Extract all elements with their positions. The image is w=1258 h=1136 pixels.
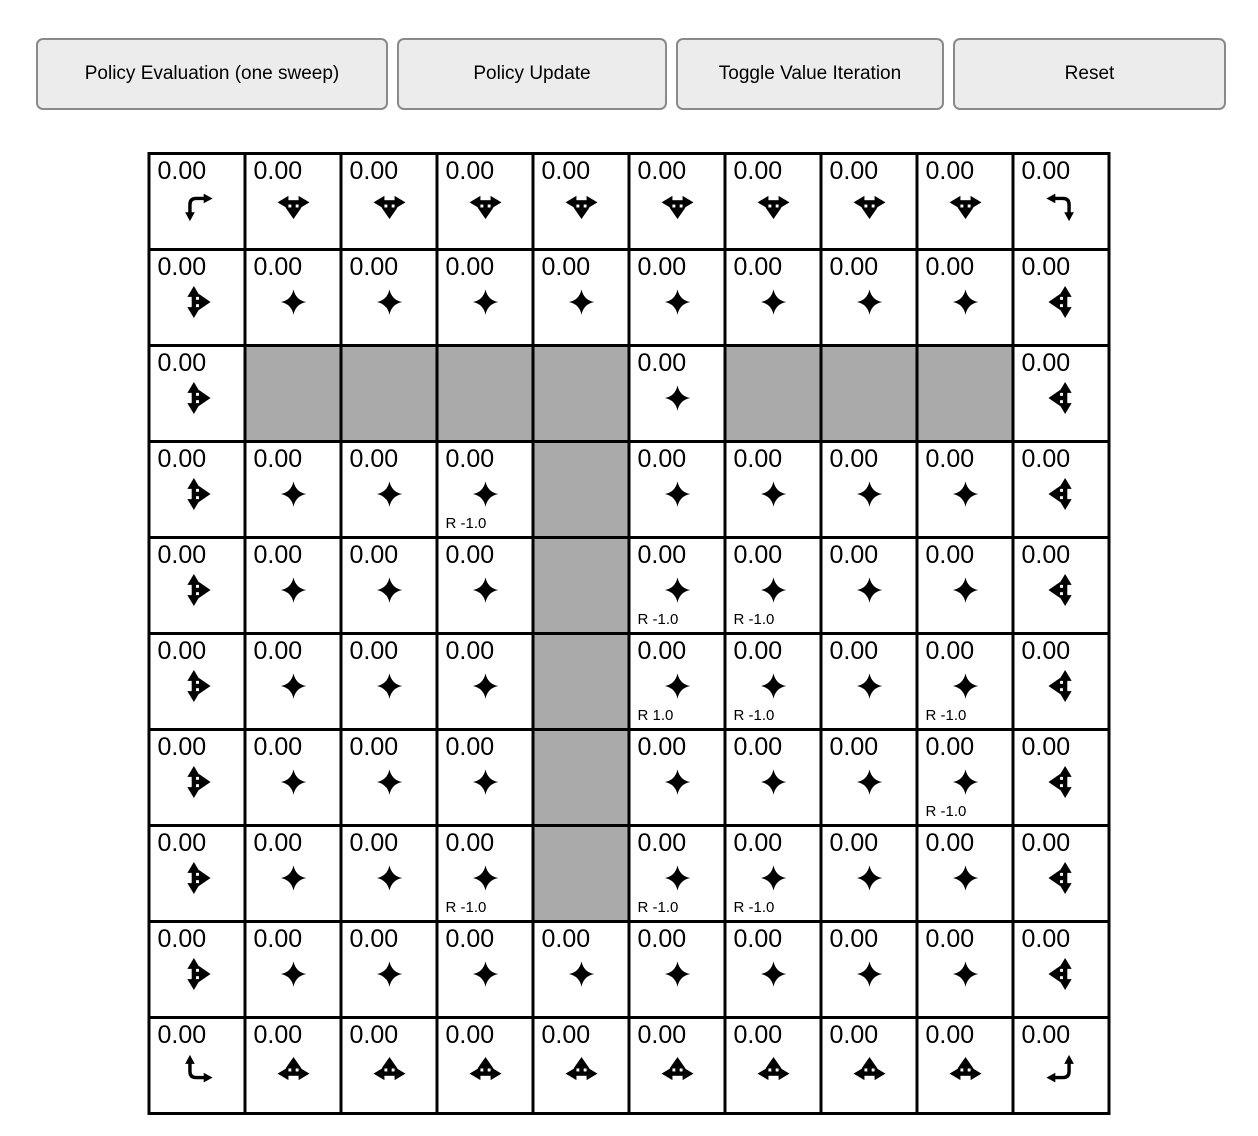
state-value: 0.00 (445, 925, 495, 953)
state-cell (439, 443, 532, 536)
wall-cell (535, 635, 628, 728)
policy-arrows-udlr-icon (663, 960, 692, 989)
state-cell (919, 155, 1012, 248)
state-cell (247, 827, 340, 920)
state-value: 0.00 (157, 637, 207, 665)
policy-arrows-udlr-icon (471, 672, 500, 701)
state-value: 0.00 (445, 1021, 495, 1049)
policy-arrows-udlr-icon (951, 864, 980, 893)
state-cell (535, 155, 628, 248)
state-value: 0.00 (637, 733, 687, 761)
policy-arrows-udlr-icon (759, 672, 788, 701)
state-value: 0.00 (445, 253, 495, 281)
state-value: 0.00 (925, 541, 975, 569)
wall-cell (919, 347, 1012, 440)
state-cell (535, 923, 628, 1016)
policy-arrows-ul-icon (1045, 1054, 1078, 1087)
state-value: 0.00 (733, 829, 783, 857)
state-value: 0.00 (349, 1021, 399, 1049)
policy-arrows-ulr-icon (851, 1056, 888, 1085)
policy-arrows-udlr-icon (375, 288, 404, 317)
state-value: 0.00 (445, 445, 495, 473)
state-cell (151, 539, 244, 632)
wall-cell (535, 539, 628, 632)
policy-arrows-udl-icon (1047, 573, 1076, 608)
state-cell (247, 443, 340, 536)
state-cell (631, 1019, 724, 1112)
state-cell (439, 923, 532, 1016)
policy-arrows-udlr-icon (375, 864, 404, 893)
state-value: 0.00 (157, 925, 207, 953)
policy-arrows-udl-icon (1047, 285, 1076, 320)
reward-label: R -1.0 (925, 803, 967, 820)
reward-label: R -1.0 (445, 515, 487, 532)
state-cell (439, 635, 532, 728)
state-value: 0.00 (829, 1021, 879, 1049)
state-cell (727, 1019, 820, 1112)
policy-arrows-udlr-icon (375, 480, 404, 509)
policy-arrows-udlr-icon (471, 288, 500, 317)
policy-arrows-udlr-icon (567, 288, 596, 317)
policy-arrows-udlr-icon (951, 288, 980, 317)
policy-arrows-udlr-icon (951, 480, 980, 509)
state-cell (343, 443, 436, 536)
state-cell (1015, 539, 1108, 632)
state-cell (439, 827, 532, 920)
policy-arrows-udlr-icon (951, 960, 980, 989)
policy-arrows-udlr-icon (279, 576, 308, 605)
policy-arrows-udlr-icon (279, 960, 308, 989)
state-cell (631, 827, 724, 920)
state-value: 0.00 (829, 253, 879, 281)
wall-cell (247, 347, 340, 440)
state-cell (1015, 923, 1108, 1016)
policy-arrows-udlr-icon (279, 480, 308, 509)
policy-arrows-udl-icon (1047, 765, 1076, 800)
reward-label: R -1.0 (637, 611, 679, 628)
state-value: 0.00 (829, 829, 879, 857)
state-value: 0.00 (1021, 1021, 1071, 1049)
state-value: 0.00 (637, 1021, 687, 1049)
reset-button[interactable]: Reset (953, 38, 1226, 110)
state-cell (919, 251, 1012, 344)
policy-arrows-lrd-icon (467, 192, 504, 221)
policy-arrows-udlr-icon (759, 288, 788, 317)
state-value: 0.00 (925, 1021, 975, 1049)
policy-arrows-udlr-icon (471, 768, 500, 797)
policy-arrows-lrd-icon (659, 192, 696, 221)
state-value: 0.00 (1021, 253, 1071, 281)
state-value: 0.00 (1021, 541, 1071, 569)
state-cell (439, 539, 532, 632)
policy-arrows-udlr-icon (663, 768, 692, 797)
policy-arrows-udlr-icon (471, 960, 500, 989)
reward-label: R -1.0 (733, 707, 775, 724)
state-value: 0.00 (1021, 349, 1071, 377)
state-value: 0.00 (349, 829, 399, 857)
policy-arrows-udlr-icon (471, 576, 500, 605)
state-value: 0.00 (637, 445, 687, 473)
state-cell (343, 635, 436, 728)
policy-arrows-udlr-icon (279, 288, 308, 317)
policy-arrows-udlr-icon (855, 576, 884, 605)
state-value: 0.00 (637, 253, 687, 281)
state-cell (343, 251, 436, 344)
state-value: 0.00 (157, 733, 207, 761)
state-value: 0.00 (157, 253, 207, 281)
state-value: 0.00 (253, 253, 303, 281)
state-cell (343, 1019, 436, 1112)
policy-arrows-udlr-icon (951, 768, 980, 797)
policy-arrows-udlr-icon (471, 480, 500, 509)
policy-arrows-rd-icon (181, 190, 214, 223)
policy-arrows-lrd-icon (275, 192, 312, 221)
policy-arrows-lrd-icon (851, 192, 888, 221)
state-cell (631, 539, 724, 632)
state-cell (727, 251, 820, 344)
reward-label: R -1.0 (733, 611, 775, 628)
state-cell (343, 731, 436, 824)
state-cell (823, 443, 916, 536)
policy-arrows-udlr-icon (855, 960, 884, 989)
policy-arrows-udlr-icon (855, 480, 884, 509)
state-cell (151, 1019, 244, 1112)
state-cell (151, 731, 244, 824)
state-value: 0.00 (829, 445, 879, 473)
policy-arrows-udlr-icon (663, 672, 692, 701)
state-value: 0.00 (349, 445, 399, 473)
state-value: 0.00 (733, 637, 783, 665)
state-cell (631, 347, 724, 440)
reward-label: R -1.0 (733, 899, 775, 916)
state-value: 0.00 (445, 637, 495, 665)
state-value: 0.00 (157, 829, 207, 857)
state-cell (919, 539, 1012, 632)
policy-arrows-udr-icon (183, 285, 212, 320)
state-value: 0.00 (637, 829, 687, 857)
state-value: 0.00 (733, 925, 783, 953)
state-cell (151, 635, 244, 728)
state-cell (727, 635, 820, 728)
wall-cell (823, 347, 916, 440)
state-value: 0.00 (637, 925, 687, 953)
state-value: 0.00 (733, 733, 783, 761)
state-value: 0.00 (733, 445, 783, 473)
policy-arrows-udlr-icon (759, 480, 788, 509)
state-cell (1015, 827, 1108, 920)
state-cell (919, 1019, 1012, 1112)
policy-arrows-udr-icon (183, 765, 212, 800)
state-value: 0.00 (157, 445, 207, 473)
state-value: 0.00 (253, 541, 303, 569)
state-value: 0.00 (1021, 925, 1071, 953)
state-cell (823, 1019, 916, 1112)
policy-arrows-udlr-icon (759, 960, 788, 989)
state-value: 0.00 (157, 541, 207, 569)
state-cell (151, 827, 244, 920)
state-value: 0.00 (157, 157, 207, 185)
state-value: 0.00 (253, 925, 303, 953)
state-value: 0.00 (637, 637, 687, 665)
state-cell (919, 635, 1012, 728)
state-value: 0.00 (445, 157, 495, 185)
policy-arrows-ulr-icon (275, 1056, 312, 1085)
reward-label: R 1.0 (637, 707, 674, 724)
reward-label: R -1.0 (445, 899, 487, 916)
policy-arrows-ulr-icon (947, 1056, 984, 1085)
state-value: 0.00 (349, 541, 399, 569)
policy-arrows-udlr-icon (375, 576, 404, 605)
state-cell (919, 923, 1012, 1016)
state-cell (823, 251, 916, 344)
state-cell (439, 155, 532, 248)
policy-arrows-udl-icon (1047, 381, 1076, 416)
policy-arrows-udl-icon (1047, 477, 1076, 512)
state-cell (823, 731, 916, 824)
policy-arrows-udlr-icon (663, 288, 692, 317)
state-cell (631, 155, 724, 248)
wall-cell (343, 347, 436, 440)
state-cell (151, 251, 244, 344)
policy-arrows-udlr-icon (279, 864, 308, 893)
state-value: 0.00 (1021, 637, 1071, 665)
policy-arrows-udlr-icon (663, 480, 692, 509)
state-cell (247, 155, 340, 248)
state-cell (343, 923, 436, 1016)
policy-arrows-udlr-icon (663, 864, 692, 893)
state-value: 0.00 (1021, 445, 1071, 473)
reward-label: R -1.0 (925, 707, 967, 724)
wall-cell (535, 731, 628, 824)
gridworld-grid (148, 152, 1111, 1115)
state-value: 0.00 (445, 829, 495, 857)
state-cell (823, 635, 916, 728)
state-cell (247, 251, 340, 344)
policy-arrows-ur-icon (181, 1054, 214, 1087)
state-cell (631, 923, 724, 1016)
policy-arrows-udlr-icon (375, 768, 404, 797)
state-value: 0.00 (829, 637, 879, 665)
state-value: 0.00 (349, 733, 399, 761)
state-value: 0.00 (157, 1021, 207, 1049)
state-cell (631, 251, 724, 344)
policy-arrows-udr-icon (183, 381, 212, 416)
state-cell (727, 731, 820, 824)
state-value: 0.00 (829, 157, 879, 185)
state-cell (727, 923, 820, 1016)
state-value: 0.00 (445, 541, 495, 569)
wall-cell (535, 827, 628, 920)
state-cell (247, 1019, 340, 1112)
policy-arrows-ulr-icon (563, 1056, 600, 1085)
state-value: 0.00 (541, 1021, 591, 1049)
wall-cell (535, 347, 628, 440)
policy-arrows-udl-icon (1047, 861, 1076, 896)
policy-arrows-udlr-icon (759, 576, 788, 605)
state-value: 0.00 (1021, 733, 1071, 761)
policy-arrows-udlr-icon (759, 864, 788, 893)
state-value: 0.00 (253, 829, 303, 857)
policy-arrows-udlr-icon (951, 576, 980, 605)
state-cell (151, 155, 244, 248)
policy-arrows-lrd-icon (563, 192, 600, 221)
state-value: 0.00 (829, 733, 879, 761)
policy-arrows-udlr-icon (951, 672, 980, 701)
state-cell (151, 347, 244, 440)
state-value: 0.00 (541, 157, 591, 185)
state-value: 0.00 (157, 349, 207, 377)
policy-arrows-lrd-icon (755, 192, 792, 221)
state-cell (247, 539, 340, 632)
state-cell (1015, 1019, 1108, 1112)
policy-arrows-ulr-icon (371, 1056, 408, 1085)
policy-arrows-lrd-icon (947, 192, 984, 221)
reward-label: R -1.0 (637, 899, 679, 916)
state-cell (343, 539, 436, 632)
state-cell (823, 923, 916, 1016)
state-value: 0.00 (445, 733, 495, 761)
state-cell (439, 1019, 532, 1112)
state-cell (343, 827, 436, 920)
state-value: 0.00 (925, 925, 975, 953)
policy-arrows-udlr-icon (279, 768, 308, 797)
policy-arrows-udlr-icon (663, 384, 692, 413)
state-value: 0.00 (925, 733, 975, 761)
policy-evaluation-button[interactable]: Policy Evaluation (one sweep) (36, 38, 388, 110)
policy-arrows-udlr-icon (375, 672, 404, 701)
state-cell (1015, 155, 1108, 248)
state-cell (823, 827, 916, 920)
state-cell (1015, 731, 1108, 824)
state-cell (919, 827, 1012, 920)
state-cell (247, 635, 340, 728)
state-value: 0.00 (253, 637, 303, 665)
state-value: 0.00 (925, 157, 975, 185)
state-value: 0.00 (829, 541, 879, 569)
state-value: 0.00 (733, 253, 783, 281)
state-value: 0.00 (637, 541, 687, 569)
state-value: 0.00 (637, 349, 687, 377)
state-cell (1015, 635, 1108, 728)
state-cell (1015, 251, 1108, 344)
state-value: 0.00 (1021, 829, 1071, 857)
state-cell (727, 443, 820, 536)
state-cell (439, 731, 532, 824)
policy-arrows-udlr-icon (375, 960, 404, 989)
state-cell (823, 155, 916, 248)
wall-cell (535, 443, 628, 536)
state-value: 0.00 (253, 445, 303, 473)
state-value: 0.00 (349, 637, 399, 665)
state-cell (823, 539, 916, 632)
state-cell (727, 827, 820, 920)
state-value: 0.00 (925, 445, 975, 473)
state-cell (1015, 443, 1108, 536)
policy-arrows-udr-icon (183, 477, 212, 512)
state-cell (343, 155, 436, 248)
policy-arrows-udr-icon (183, 669, 212, 704)
policy-arrows-udlr-icon (663, 576, 692, 605)
policy-arrows-udlr-icon (279, 672, 308, 701)
policy-arrows-udlr-icon (471, 864, 500, 893)
state-cell (631, 635, 724, 728)
state-cell (439, 251, 532, 344)
state-value: 0.00 (733, 1021, 783, 1049)
state-cell (919, 443, 1012, 536)
state-value: 0.00 (1021, 157, 1071, 185)
state-value: 0.00 (541, 925, 591, 953)
state-value: 0.00 (253, 157, 303, 185)
policy-arrows-udlr-icon (567, 960, 596, 989)
policy-update-button[interactable]: Policy Update (397, 38, 667, 110)
policy-arrows-udlr-icon (855, 768, 884, 797)
state-cell (727, 539, 820, 632)
state-value: 0.00 (829, 925, 879, 953)
toolbar (36, 38, 1226, 110)
policy-arrows-ulr-icon (755, 1056, 792, 1085)
state-value: 0.00 (349, 253, 399, 281)
policy-arrows-lrd-icon (371, 192, 408, 221)
state-value: 0.00 (925, 253, 975, 281)
policy-arrows-udlr-icon (759, 768, 788, 797)
policy-arrows-udlr-icon (855, 288, 884, 317)
state-value: 0.00 (733, 157, 783, 185)
state-cell (151, 443, 244, 536)
state-cell (247, 731, 340, 824)
state-value: 0.00 (349, 157, 399, 185)
state-value: 0.00 (253, 733, 303, 761)
policy-arrows-udr-icon (183, 573, 212, 608)
policy-arrows-udlr-icon (855, 672, 884, 701)
policy-arrows-udr-icon (183, 957, 212, 992)
state-value: 0.00 (541, 253, 591, 281)
policy-arrows-ulr-icon (467, 1056, 504, 1085)
state-value: 0.00 (925, 637, 975, 665)
state-value: 0.00 (637, 157, 687, 185)
state-value: 0.00 (733, 541, 783, 569)
state-cell (535, 1019, 628, 1112)
toggle-value-iteration-button[interactable]: Toggle Value Iteration (676, 38, 944, 110)
wall-cell (727, 347, 820, 440)
state-cell (1015, 347, 1108, 440)
policy-arrows-udl-icon (1047, 669, 1076, 704)
state-cell (247, 923, 340, 1016)
state-cell (919, 731, 1012, 824)
state-value: 0.00 (925, 829, 975, 857)
policy-arrows-udr-icon (183, 861, 212, 896)
state-value: 0.00 (253, 1021, 303, 1049)
policy-arrows-ulr-icon (659, 1056, 696, 1085)
policy-arrows-udlr-icon (855, 864, 884, 893)
state-value: 0.00 (349, 925, 399, 953)
state-cell (631, 443, 724, 536)
wall-cell (439, 347, 532, 440)
state-cell (151, 923, 244, 1016)
state-cell (727, 155, 820, 248)
policy-arrows-udl-icon (1047, 957, 1076, 992)
policy-arrows-ld-icon (1045, 190, 1078, 223)
state-cell (535, 251, 628, 344)
state-cell (631, 731, 724, 824)
